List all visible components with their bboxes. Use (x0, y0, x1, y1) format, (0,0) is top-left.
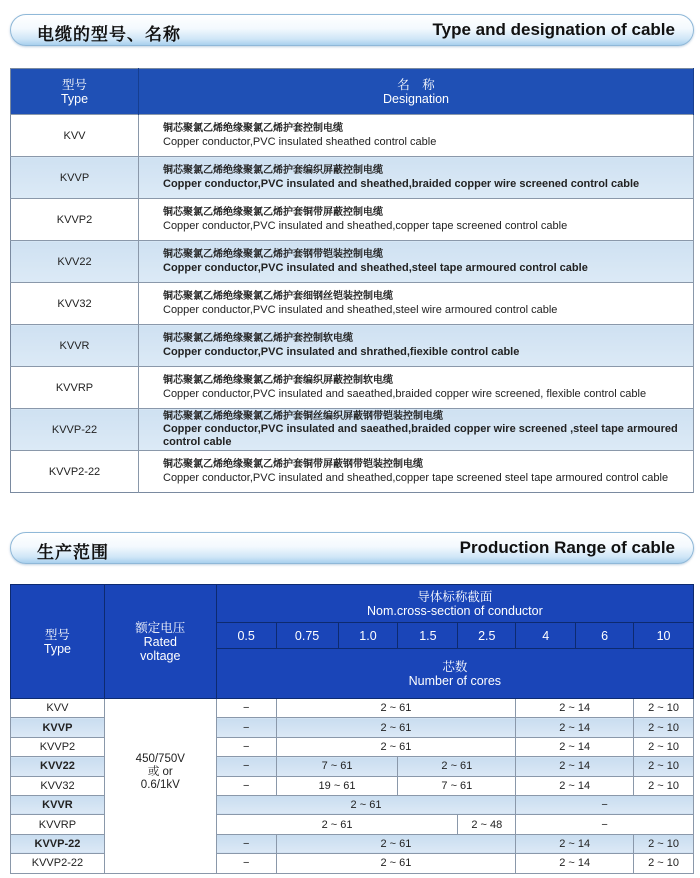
range-cell: 2 ~ 61 (276, 699, 516, 718)
type-cell: KVV22 (11, 241, 139, 283)
type-cell: KVVR (11, 795, 105, 814)
range-cell: − (216, 737, 276, 756)
production-range-table (10, 584, 694, 874)
header-type: 型号 Type (11, 585, 105, 699)
size-header: 2.5 (458, 623, 516, 649)
designation-cell: 铜芯聚氯乙烯绝缘聚氯乙烯护套细钢丝铠装控制电缆 Copper conductor,PVC insulated and sheathed,steel wire armoured control cable (139, 283, 694, 325)
range-cell: 2 ~ 10 (634, 718, 694, 737)
designation-cell: 铜芯聚氯乙烯绝缘聚氯乙烯护套铜带屏蔽控制电缆 Copper conductor,PVC insulated and sheathed,copper tape screened control cable (139, 199, 694, 241)
type-cell: KVVP2 (11, 199, 139, 241)
type-cell: KVV (11, 115, 139, 157)
table-row (11, 283, 694, 325)
table-row (11, 409, 694, 451)
type-cell: KVV32 (11, 283, 139, 325)
range-cell: − (216, 699, 276, 718)
size-header: 0.5 (216, 623, 276, 649)
designation-cell: 铜芯聚氯乙烯绝缘聚氯乙烯护套铜丝编织屏蔽钢带铠装控制电缆 Copper conductor,PVC insulated and saeathed,braided copper wire screened ,steel tape armoured control cable (139, 409, 694, 451)
range-cell: 2 ~ 14 (516, 834, 634, 853)
range-cell: 2 ~ 61 (216, 795, 516, 814)
range-cell: 2 ~ 14 (516, 718, 634, 737)
table-row (11, 699, 694, 718)
header-cross-section: 导体标称截面 Nom.cross-section of conductor (216, 585, 693, 623)
range-cell: 2 ~ 61 (276, 834, 516, 853)
type-cell: KVVP2-22 (11, 854, 105, 873)
section-banner-type-designation (10, 14, 694, 46)
range-cell: − (216, 757, 276, 776)
range-cell: 2 ~ 61 (398, 757, 516, 776)
range-cell: 2 ~ 61 (216, 815, 458, 834)
type-cell: KVVRP (11, 367, 139, 409)
range-cell: 2 ~ 10 (634, 757, 694, 776)
range-cell: 2 ~ 10 (634, 834, 694, 853)
table-header-row (11, 69, 694, 115)
header-type: 型号 Type (11, 69, 139, 115)
banner-title-cn: 电缆的型号、名称 (37, 25, 181, 45)
designation-cell: 铜芯聚氯乙烯绝缘聚氯乙烯护套钢带铠装控制电缆 Copper conductor,PVC insulated and sheathed,steel tape armoured control cable (139, 241, 694, 283)
range-cell: 19 ~ 61 (276, 776, 398, 795)
range-cell: 2 ~ 14 (516, 737, 634, 756)
range-cell: 2 ~ 10 (634, 699, 694, 718)
table-row (11, 451, 694, 493)
type-cell: KVVP2 (11, 737, 105, 756)
range-cell: − (216, 718, 276, 737)
range-cell: 7 ~ 61 (276, 757, 398, 776)
designation-cell: 铜芯聚氯乙烯绝缘聚氯乙烯护套编织屏蔽控制电缆 Copper conductor,PVC insulated and sheathed,braided copper wire screened control cable (139, 157, 694, 199)
range-cell: − (216, 776, 276, 795)
type-cell: KVVP-22 (11, 834, 105, 853)
voltage-cell: 450/750V 或 or 0.6/1kV (104, 699, 216, 874)
type-cell: KVVP2-22 (11, 451, 139, 493)
table-row (11, 199, 694, 241)
table-row (11, 325, 694, 367)
type-cell: KVVP (11, 718, 105, 737)
designation-cell: 铜芯聚氯乙烯绝缘聚氯乙烯护套控制软电缆 Copper conductor,PVC insulated and shrathed,fiexible control cable (139, 325, 694, 367)
range-cell: 2 ~ 14 (516, 854, 634, 873)
banner-title-en: Type and designation of cable (432, 20, 675, 39)
range-cell: 2 ~ 10 (634, 854, 694, 873)
size-header: 4 (516, 623, 576, 649)
range-cell: 2 ~ 61 (276, 718, 516, 737)
type-cell: KVVRP (11, 815, 105, 834)
range-cell: 2 ~ 14 (516, 699, 634, 718)
range-cell: 2 ~ 10 (634, 737, 694, 756)
range-cell: − (516, 795, 694, 814)
header-voltage: 额定电压 Rated voltage (104, 585, 216, 699)
size-header: 10 (634, 623, 694, 649)
banner-title-en: Production Range of cable (459, 538, 675, 557)
header-row-1 (11, 585, 694, 623)
table-row (11, 157, 694, 199)
section-banner-production-range (10, 532, 694, 564)
range-cell: − (516, 815, 694, 834)
range-cell: − (216, 834, 276, 853)
range-cell: 2 ~ 14 (516, 757, 634, 776)
range-cell: 2 ~ 61 (276, 737, 516, 756)
type-cell: KVVP (11, 157, 139, 199)
table-row (11, 115, 694, 157)
size-header: 6 (576, 623, 634, 649)
size-header: 0.75 (276, 623, 338, 649)
range-cell: 2 ~ 48 (458, 815, 516, 834)
table-row (11, 367, 694, 409)
range-cell: − (216, 854, 276, 873)
type-designation-table (10, 68, 694, 493)
type-cell: KVV32 (11, 776, 105, 795)
header-cores: 芯数 Number of cores (216, 649, 693, 699)
table-row (11, 241, 694, 283)
designation-cell: 铜芯聚氯乙烯绝缘聚氯乙烯护套控制电缆 Copper conductor,PVC insulated sheathed control cable (139, 115, 694, 157)
type-cell: KVVR (11, 325, 139, 367)
type-cell: KVV22 (11, 757, 105, 776)
range-cell: 2 ~ 14 (516, 776, 634, 795)
type-cell: KVV (11, 699, 105, 718)
size-header: 1.0 (338, 623, 398, 649)
header-designation: 名 称 Designation (139, 69, 694, 115)
type-cell: KVVP-22 (11, 409, 139, 451)
range-cell: 2 ~ 61 (276, 854, 516, 873)
designation-cell: 铜芯聚氯乙烯绝缘聚氯乙烯护套铜带屏蔽钢带铠装控制电缆 Copper conductor,PVC insulated and sheathed,copper tape screened steel tape armoured control cable (139, 451, 694, 493)
banner-title-cn: 生产范围 (37, 543, 109, 563)
size-header: 1.5 (398, 623, 458, 649)
designation-cell: 铜芯聚氯乙烯绝缘聚氯乙烯护套编织屏蔽控制软电缆 Copper conductor,PVC insulated and saeathed,braided copper wire screened, flexible control cable (139, 367, 694, 409)
range-cell: 7 ~ 61 (398, 776, 516, 795)
range-cell: 2 ~ 10 (634, 776, 694, 795)
